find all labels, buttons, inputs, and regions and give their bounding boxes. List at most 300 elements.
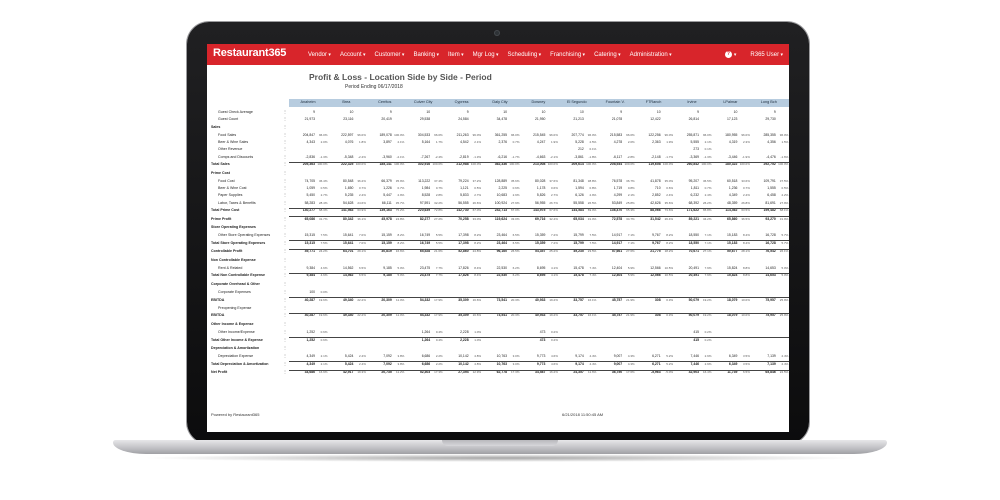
percent-cell: 100.0% — [394, 132, 405, 137]
percent-cell: 67.0% — [472, 208, 482, 212]
value-cell: 273 — [693, 147, 699, 152]
value-cell: -4,476 — [766, 154, 776, 159]
nav-item-scheduling[interactable]: Scheduling ▾ — [508, 52, 542, 58]
percent-cell: 0.4% — [435, 330, 443, 335]
value-cell: 18,550 — [688, 233, 699, 238]
value-cell: 304,533 — [417, 132, 431, 137]
value-cell: 14,653 — [765, 266, 776, 271]
percent-cell: -2.4% — [434, 154, 443, 159]
percent-cell: 8.2% — [397, 240, 405, 245]
total-rule — [289, 337, 789, 338]
value-cell: 45,757 — [611, 313, 623, 318]
percent-cell: 96.0% — [549, 132, 558, 137]
percent-cell: 31.0% — [587, 216, 597, 221]
percent-cell: 36.1% — [357, 216, 366, 221]
row-menu-icon[interactable]: ⋮ — [283, 289, 286, 295]
percent-cell: 1.0% — [474, 337, 482, 342]
percent-cell: 2.2% — [781, 193, 789, 198]
value-cell: 1,264 — [421, 337, 431, 342]
row-menu-icon[interactable]: ⋮ — [283, 312, 286, 318]
report-title: Profit & Loss - Location Side by Side - Period — [309, 72, 492, 82]
value-cell: 4,299 — [613, 193, 623, 198]
percent-cell: 6.5% — [359, 273, 366, 278]
value-cell: 45,757 — [611, 297, 623, 302]
value-cell: 4,349 — [306, 361, 315, 366]
value-cell: 50,079 — [688, 297, 699, 302]
percent-cell: -2.1% — [550, 154, 558, 159]
percent-cell: 2.1% — [397, 140, 405, 145]
value-cell: -2,148 — [650, 154, 661, 159]
chevron-down-icon[interactable]: ▾ — [733, 51, 737, 58]
row-label: Rent & Related — [218, 266, 243, 271]
nav-item-administration[interactable]: Administration ▾ — [630, 52, 672, 58]
percent-cell: 96.0% — [587, 132, 597, 137]
nav-item-account[interactable]: Account ▾ — [340, 52, 366, 58]
table-row — [207, 162, 789, 168]
row-menu-icon[interactable]: ⋮ — [283, 161, 286, 166]
value-cell: 21,950 — [535, 117, 546, 122]
value-cell: 88,066 — [650, 208, 661, 212]
value-cell: 6,349 — [728, 354, 738, 359]
percent-cell: 0.6% — [512, 186, 520, 191]
percent-cell: 7.7% — [435, 273, 443, 278]
value-cell: 15,799 — [573, 233, 584, 238]
percent-cell: 6.5% — [512, 233, 520, 238]
percent-cell: 100.0% — [778, 162, 789, 166]
percent-cell: 0.6% — [666, 186, 674, 191]
value-cell: 9,185 — [383, 273, 392, 278]
percent-cell: 4.8% — [474, 354, 482, 359]
percent-cell: 10.5% — [664, 273, 674, 278]
value-cell: 10 — [349, 110, 354, 114]
value-cell: 6,686 — [421, 354, 431, 359]
app-logo[interactable]: Restaurant365 — [213, 47, 287, 59]
table-row — [207, 241, 789, 247]
value-cell: 5,235 — [344, 193, 354, 198]
percent-cell: 5.5% — [435, 233, 443, 238]
value-cell: 6,232 — [690, 193, 699, 198]
percent-cell: 4.4% — [589, 361, 597, 366]
row-menu-icon[interactable]: ⋮ — [283, 123, 286, 129]
percent-cell: 7.2% — [551, 233, 558, 238]
value-cell: 17,123 — [727, 117, 738, 122]
percent-cell: 2.7% — [551, 193, 558, 198]
row-menu-icon[interactable]: ⋮ — [283, 360, 286, 366]
percent-cell: 10.0% — [741, 297, 750, 302]
value-cell: 119,624 — [494, 216, 507, 221]
value-cell: 66,111 — [381, 200, 392, 205]
percent-cell: -1.3% — [473, 154, 482, 159]
value-cell: -3,446 — [727, 154, 738, 159]
total-rule — [289, 313, 789, 314]
percent-cell: 4.6% — [551, 354, 558, 359]
value-cell: 2,228 — [460, 330, 469, 335]
value-cell: 10,683 — [496, 193, 507, 198]
row-menu-icon[interactable]: ⋮ — [283, 207, 286, 212]
percent-cell: 19.2% — [549, 313, 558, 318]
location-header: Brea — [342, 100, 351, 104]
row-menu-icon[interactable]: ⋮ — [283, 169, 286, 175]
percent-cell: 100.0% — [547, 162, 558, 166]
percent-cell: 2.9% — [512, 193, 520, 198]
percent-cell: 3.5% — [743, 361, 750, 366]
percent-cell: 2.1% — [474, 140, 482, 145]
row-menu-icon[interactable]: ⋮ — [283, 336, 286, 342]
percent-cell: 2.2% — [435, 354, 443, 359]
value-cell: 17,826 — [458, 266, 469, 271]
value-cell: 185,141 — [379, 162, 392, 166]
percent-cell: 73.6% — [664, 208, 674, 212]
location-header: Anaheim — [300, 100, 316, 104]
row-menu-icon[interactable]: ⋮ — [283, 296, 286, 302]
percent-cell: 0.5% — [320, 186, 328, 191]
value-cell: 42,917 — [343, 370, 354, 375]
value-cell: 40,933 — [535, 297, 546, 302]
value-cell: 9 — [697, 110, 699, 114]
value-cell: 100 — [309, 290, 315, 295]
value-cell: 6,686 — [421, 361, 431, 366]
value-cell: 15,359 — [535, 240, 546, 245]
percent-cell: 26.8% — [741, 200, 750, 205]
row-menu-icon[interactable]: ⋮ — [283, 281, 286, 286]
percent-cell: 5.7% — [781, 240, 789, 245]
value-cell: 56,555 — [458, 200, 469, 205]
value-cell: 65,846 — [765, 370, 776, 375]
row-label: Comps and Discounts — [218, 154, 254, 159]
value-cell: 11,739 — [727, 370, 738, 375]
value-cell: 23,464 — [496, 240, 507, 245]
table-row — [207, 306, 789, 312]
row-menu-icon[interactable]: ⋮ — [283, 265, 286, 271]
row-label: Other Revenue — [218, 147, 243, 152]
percent-cell: 5.0% — [781, 266, 789, 271]
value-cell: 76,542 — [765, 249, 776, 254]
row-label: Prime Profit — [211, 216, 232, 221]
percent-cell: 0.7% — [512, 140, 520, 145]
percent-cell: 16.2% — [549, 370, 558, 375]
value-cell: 41,878 — [650, 178, 661, 183]
percent-cell: 100.0% — [394, 162, 405, 166]
value-cell: 207,774 — [571, 132, 584, 137]
percent-cell: 8.2% — [666, 233, 674, 238]
row-menu-icon[interactable]: ⋮ — [283, 353, 286, 359]
percent-cell: 0.5% — [474, 186, 482, 191]
percent-cell: 10.5% — [664, 266, 674, 271]
percent-cell: 2.0% — [627, 140, 635, 145]
value-cell: 142,730 — [456, 208, 469, 212]
table-row — [207, 338, 789, 344]
value-cell: -2,836 — [305, 154, 315, 159]
row-menu-icon[interactable]: ⋮ — [283, 369, 286, 375]
percent-cell: 7.5% — [320, 233, 328, 238]
percent-cell: 19.6% — [318, 313, 328, 318]
row-menu-icon[interactable]: ⋮ — [283, 215, 286, 221]
percent-cell: 25.9% — [779, 313, 789, 318]
percent-cell: 28.4% — [318, 200, 328, 205]
percent-cell: -2.1% — [396, 154, 405, 159]
help-icon[interactable]: ? — [726, 51, 730, 57]
row-label: Total Non Controllable Expense — [211, 273, 266, 278]
row-menu-icon[interactable]: ⋮ — [283, 329, 286, 335]
value-cell: -2,819 — [458, 154, 469, 159]
value-cell: 56,955 — [535, 200, 546, 205]
value-cell: 16,728 — [765, 233, 776, 238]
value-cell: 58,283 — [304, 200, 315, 205]
value-cell: 10,142 — [458, 354, 469, 359]
row-label: Beer & Wine Sales — [218, 140, 249, 145]
percent-cell: 7.5% — [589, 233, 597, 238]
row-label: Controllable Profit — [211, 249, 243, 254]
percent-cell: 19.2% — [702, 313, 712, 318]
percent-cell: 100.0% — [355, 162, 366, 166]
row-menu-icon[interactable]: ⋮ — [283, 232, 286, 238]
value-cell: 2,225 — [498, 186, 507, 191]
table-row — [207, 266, 789, 272]
percent-cell: 16.1% — [587, 297, 597, 302]
table-row — [207, 313, 789, 319]
value-cell: 140,277 — [302, 208, 315, 212]
percent-cell: 0.1% — [589, 147, 597, 152]
value-cell: 4,349 — [728, 193, 738, 198]
row-menu-icon[interactable]: ⋮ — [283, 153, 286, 159]
percent-cell: 31.9% — [779, 216, 789, 221]
value-cell: 171,622 — [686, 208, 699, 212]
value-cell: 52,860 — [458, 249, 469, 254]
row-label: EBITDA — [211, 297, 225, 302]
value-cell: 23,475 — [419, 266, 431, 271]
percent-cell: 0.2% — [704, 330, 712, 335]
percent-cell: 5.2% — [666, 354, 674, 359]
value-cell: 122,256 — [648, 132, 661, 137]
percent-cell: 2.9% — [704, 354, 712, 359]
report-timestamp: 6/21/2018 11:50:45 AM — [562, 412, 604, 417]
percent-cell: 5.2% — [666, 361, 674, 366]
table-row — [207, 208, 789, 214]
row-menu-icon[interactable]: ⋮ — [283, 345, 286, 351]
value-cell: 73,541 — [496, 297, 507, 302]
value-cell: 54,357 — [535, 249, 546, 254]
value-cell: 6,458 — [767, 193, 776, 198]
percent-cell: 25.2% — [549, 249, 558, 254]
row-label: Total Sales — [211, 162, 230, 166]
total-rule — [289, 216, 789, 217]
value-cell: 76,578 — [611, 178, 623, 183]
percent-cell: 36.4% — [318, 178, 328, 183]
value-cell: 97,591 — [419, 200, 431, 205]
table-row — [207, 147, 789, 153]
row-menu-icon[interactable]: ⋮ — [283, 256, 286, 262]
value-cell: 136,470 — [609, 208, 623, 212]
value-cell: 14,917 — [611, 233, 623, 238]
value-cell: 21,078 — [611, 117, 623, 122]
percent-cell: 96.0% — [664, 132, 674, 137]
row-label: Other Income & Expense — [211, 322, 254, 326]
value-cell: 473 — [539, 330, 546, 335]
row-label: Prime Cost — [211, 170, 230, 175]
value-cell: 415 — [693, 337, 699, 342]
row-menu-icon[interactable]: ⋮ — [283, 199, 286, 205]
nav-item-franchising[interactable]: Franchising ▾ — [550, 52, 585, 58]
value-cell: 12,422 — [650, 117, 661, 122]
percent-cell: 7.4% — [589, 273, 597, 278]
value-cell: 9 — [389, 110, 392, 114]
row-menu-icon[interactable]: ⋮ — [283, 131, 286, 137]
percent-cell: 100.0% — [662, 162, 674, 166]
percent-cell: 4.3% — [627, 361, 635, 366]
value-cell: 9 — [620, 110, 623, 114]
percent-cell: 68.1% — [779, 208, 789, 212]
value-cell: 12,566 — [650, 266, 661, 271]
value-cell: 20,491 — [688, 266, 699, 271]
value-cell: 15,315 — [304, 233, 315, 238]
value-cell: 10,763 — [496, 361, 507, 366]
percent-cell: 29.1% — [357, 249, 366, 254]
percent-cell: 25.8% — [626, 200, 635, 205]
row-menu-icon[interactable]: ⋮ — [283, 224, 286, 230]
percent-cell: 17.6% — [626, 370, 635, 375]
row-menu-icon[interactable]: ⋮ — [283, 248, 286, 254]
percent-cell: 2.7% — [320, 193, 328, 198]
percent-cell: 3.0% — [512, 354, 520, 359]
percent-cell: 96.0% — [779, 132, 789, 137]
value-cell: 9,384 — [306, 273, 315, 278]
value-cell: 75,957 — [765, 313, 776, 318]
row-menu-icon[interactable]: ⋮ — [283, 109, 286, 114]
value-cell: 9,185 — [383, 266, 392, 271]
percent-cell: 20.3% — [510, 297, 520, 302]
nav-item-item[interactable]: Item ▾ — [448, 52, 464, 58]
value-cell: 204,847 — [302, 132, 315, 137]
row-menu-icon[interactable]: ⋮ — [283, 239, 286, 245]
table-row — [207, 179, 789, 185]
row-menu-icon[interactable]: ⋮ — [283, 305, 286, 311]
value-cell: 21,973 — [304, 117, 315, 122]
row-menu-icon[interactable]: ⋮ — [283, 177, 286, 183]
value-cell: 60,518 — [727, 178, 738, 183]
location-header: Downey — [531, 100, 546, 104]
nav-item-mgr-log[interactable]: Mgr Log ▾ — [473, 52, 499, 58]
value-cell: 18,550 — [688, 240, 699, 245]
table-row — [207, 117, 789, 123]
location-header: Cypress — [454, 100, 469, 104]
value-cell: 9 — [773, 110, 776, 114]
percent-cell: 8.4% — [743, 240, 750, 245]
percent-cell: 5.7% — [781, 233, 789, 238]
row-label: Guest Check Average — [218, 110, 253, 114]
percent-cell: 3.0% — [512, 361, 520, 366]
table-row — [207, 201, 789, 207]
value-cell: 15,159 — [381, 233, 392, 238]
percent-cell: 96.0% — [702, 132, 712, 137]
percent-cell: 8.2% — [397, 233, 405, 238]
value-cell: 17,826 — [458, 273, 469, 278]
table-row — [207, 290, 789, 296]
percent-cell: 3.5% — [743, 354, 750, 359]
percent-cell: 7.2% — [551, 240, 558, 245]
row-label: Food Cost — [218, 178, 235, 183]
nav-item-banking[interactable]: Banking ▾ — [413, 52, 439, 58]
row-menu-icon[interactable]: ⋮ — [283, 139, 286, 145]
nav-item-catering[interactable]: Catering ▾ — [594, 52, 621, 58]
value-cell: 17,398 — [458, 240, 469, 245]
value-cell: 211,263 — [456, 132, 469, 137]
value-cell: 18,079 — [727, 313, 738, 318]
percent-cell: 36.5% — [741, 216, 750, 221]
table-row — [207, 298, 789, 304]
value-cell: 20,309 — [381, 313, 392, 318]
value-cell: 20,419 — [381, 117, 392, 122]
camera-icon — [494, 30, 500, 36]
value-cell: -4,663 — [535, 154, 546, 159]
value-cell: 213,008 — [533, 162, 546, 166]
value-cell: 18,079 — [727, 297, 738, 302]
nav-item-vendor[interactable]: Vendor ▾ — [308, 52, 331, 58]
value-cell: 24,357 — [573, 370, 584, 375]
value-cell: 27,394 — [458, 370, 469, 375]
value-cell: 16,728 — [765, 240, 776, 245]
value-cell: 34,587 — [535, 370, 546, 375]
percent-cell: 11.0% — [396, 313, 405, 318]
location-header: LPalmar — [723, 100, 738, 104]
value-cell: 15,799 — [573, 240, 584, 245]
value-cell: 2,852 — [652, 193, 661, 198]
row-menu-icon[interactable]: ⋮ — [283, 321, 286, 326]
value-cell: 113,222 — [418, 178, 431, 183]
value-cell: 189,078 — [379, 132, 392, 137]
value-cell: 8,695 — [536, 273, 546, 278]
table-row — [207, 217, 789, 223]
value-cell: -5,963 — [650, 370, 661, 375]
value-cell: 141,983 — [341, 208, 354, 212]
value-cell: 2,363 — [652, 140, 661, 145]
table-row — [207, 354, 789, 360]
location-header: El Segundo — [566, 100, 587, 104]
percent-cell: 0.6% — [320, 337, 328, 342]
value-cell: 34,478 — [496, 117, 507, 122]
nav-item-customer[interactable]: Customer ▾ — [375, 52, 405, 58]
percent-cell: 100.0% — [509, 162, 520, 166]
row-menu-icon[interactable]: ⋮ — [283, 185, 286, 191]
percent-cell: 8.4% — [743, 233, 750, 238]
table-row — [207, 330, 789, 336]
row-menu-icon[interactable]: ⋮ — [283, 272, 286, 278]
value-cell: 10 — [503, 110, 507, 114]
table-row — [207, 225, 789, 231]
percent-cell: 6.5% — [359, 266, 366, 271]
value-cell: 70,671 — [688, 249, 699, 254]
value-cell: 23,464 — [496, 233, 507, 238]
user-menu[interactable]: R365 User ▾ — [750, 52, 783, 58]
value-cell: 10 — [656, 110, 661, 114]
value-cell: 9,767 — [652, 233, 661, 238]
percent-cell: 25.9% — [779, 297, 789, 302]
row-menu-icon[interactable]: ⋮ — [283, 192, 286, 198]
value-cell: 69,716 — [535, 216, 546, 221]
table-row — [207, 140, 789, 146]
value-cell: 35,309 — [458, 297, 469, 302]
table-row — [207, 346, 789, 352]
value-cell: 9,007 — [613, 361, 623, 366]
percent-cell: 22.2% — [357, 297, 366, 302]
value-cell: 35,309 — [458, 313, 469, 318]
percent-cell: 37.2% — [472, 178, 482, 183]
value-cell: 260,842 — [686, 162, 699, 166]
row-menu-icon[interactable]: ⋮ — [283, 116, 286, 122]
percent-cell: -1.9% — [742, 154, 750, 159]
row-menu-icon[interactable]: ⋮ — [283, 146, 286, 152]
row-label: Sales — [211, 124, 221, 129]
value-cell: -3,861 — [574, 154, 584, 159]
